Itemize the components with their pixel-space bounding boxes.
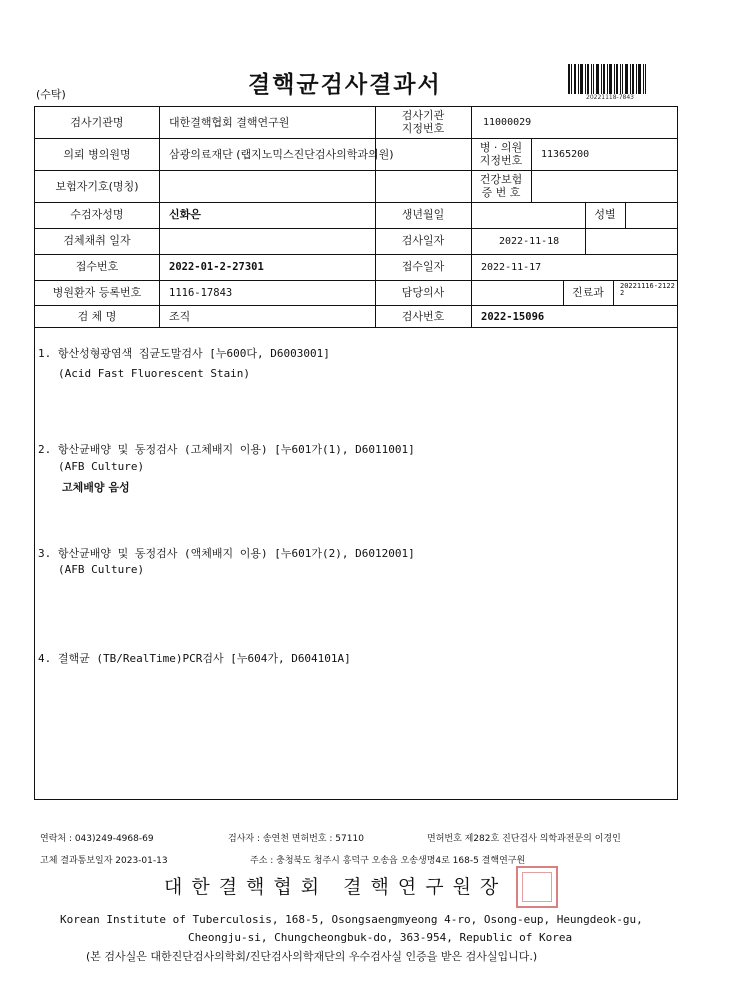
- clinic-code-label-b: 지정번호: [479, 154, 523, 167]
- collection-date-label: 검체채취 일자: [63, 234, 131, 247]
- birth-date-label: 생년월일: [401, 208, 445, 221]
- receipt-date-value: 2022-11-17: [481, 262, 542, 273]
- test-item-2-result: 고체배양 음성: [62, 481, 130, 494]
- org-name-value: 대한결핵협회 결핵연구원: [169, 116, 290, 129]
- insurer-label: 보험자기호(명칭): [55, 180, 139, 193]
- specialist-info: 면허번호 제282호 진단검사 의학과전문의 이경인: [427, 834, 621, 844]
- patient-name-label: 수검자성명: [70, 208, 124, 221]
- test-item-2-title: 2. 항산균배양 및 동정검사 (고체배지 이용) [누601가(1), D6011001]: [38, 443, 415, 456]
- certification-note: (본 검사실은 대한진단검사의학회/진단검사의학재단의 우수검사실 인증을 받은 검사실입니다.): [86, 950, 538, 963]
- inspector-info: 검사자 : 송연천 면허번호 : 57110: [228, 834, 364, 844]
- test-item-1-title: 1. 항산성형광염색 집균도말검사 [누600다, D6003001]: [38, 347, 330, 360]
- institute-director-title: 대한결핵협회 결핵연구원장: [164, 876, 508, 898]
- test-item-4-title: 4. 결핵균 (TB/RealTime)PCR검사 [누604가, D604101A]: [38, 652, 351, 665]
- english-address-line-2: Cheongju-si, Chungcheongbuk-do, 363-954, Republic of Korea: [188, 931, 573, 944]
- referring-hospital-value: 삼광의료재단 (랩지노믹스진단검사의학과의원): [169, 148, 394, 161]
- official-seal-icon: [516, 866, 558, 908]
- test-date-value: 2022-11-18: [499, 236, 560, 247]
- sex-label: 성별: [594, 208, 616, 221]
- registration-no-label: 병원환자 등록번호: [52, 286, 142, 299]
- org-code-label-a: 검사기관: [401, 109, 445, 122]
- physician-label: 담당의사: [401, 286, 445, 299]
- registration-no-value: 1116-17843: [169, 287, 233, 299]
- barcode-number: 20221118-7843: [586, 94, 634, 101]
- info-table: [34, 106, 678, 328]
- insurance-no-label-b: 증 번 호: [481, 186, 521, 199]
- test-item-3-subtitle: (AFB Culture): [58, 563, 145, 576]
- specimen-value: 조직: [169, 310, 191, 323]
- receipt-no-value: 2022-01-2-27301: [169, 261, 264, 273]
- clinic-code-label-a: 병 · 의원: [479, 141, 523, 154]
- test-item-3-title: 3. 항산균배양 및 동정검사 (액체배지 이용) [누601가(2), D6012001]: [38, 547, 415, 560]
- receipt-no-label: 접수번호: [75, 260, 119, 273]
- report-date: 고체 결과통보일자 2023-01-13: [40, 856, 168, 866]
- contact-number: 연락처 : 043)249-4968-69: [40, 834, 154, 844]
- document-title: 결핵균검사결과서: [248, 71, 442, 98]
- consignment-note: (수탁): [36, 88, 66, 101]
- clinic-code-value: 11365200: [541, 149, 590, 160]
- referring-hospital-label: 의뢰 병의원명: [63, 148, 131, 161]
- department-value: 20221116-21222: [620, 282, 675, 298]
- english-address-line-1: Korean Institute of Tuberculosis, 168-5, Osongsaengmyeong 4-ro, Osong-eup, Heungdeok-gu,: [60, 913, 643, 926]
- org-name-label: 검사기관명: [70, 116, 124, 129]
- org-code-value: 11000029: [483, 117, 532, 128]
- test-date-label: 검사일자: [401, 234, 445, 247]
- test-no-label: 검사번호: [401, 310, 445, 323]
- patient-name-value: 신화은: [169, 208, 201, 221]
- department-label: 진료과: [572, 286, 604, 299]
- test-no-value: 2022-15096: [481, 311, 545, 323]
- results-section: [34, 328, 678, 800]
- test-item-2-subtitle: (AFB Culture): [58, 460, 145, 473]
- specimen-label: 검 체 명: [77, 310, 117, 323]
- test-item-1-subtitle: (Acid Fast Fluorescent Stain): [58, 367, 251, 380]
- institute-address: 주소 : 충청북도 청주시 흥덕구 오송읍 오송생명4로 168-5 결핵연구원: [250, 856, 526, 866]
- receipt-date-label: 접수일자: [401, 260, 445, 273]
- barcode-icon: [568, 64, 646, 94]
- org-code-label-b: 지정번호: [401, 122, 445, 135]
- insurance-no-label-a: 건강보험: [479, 173, 523, 186]
